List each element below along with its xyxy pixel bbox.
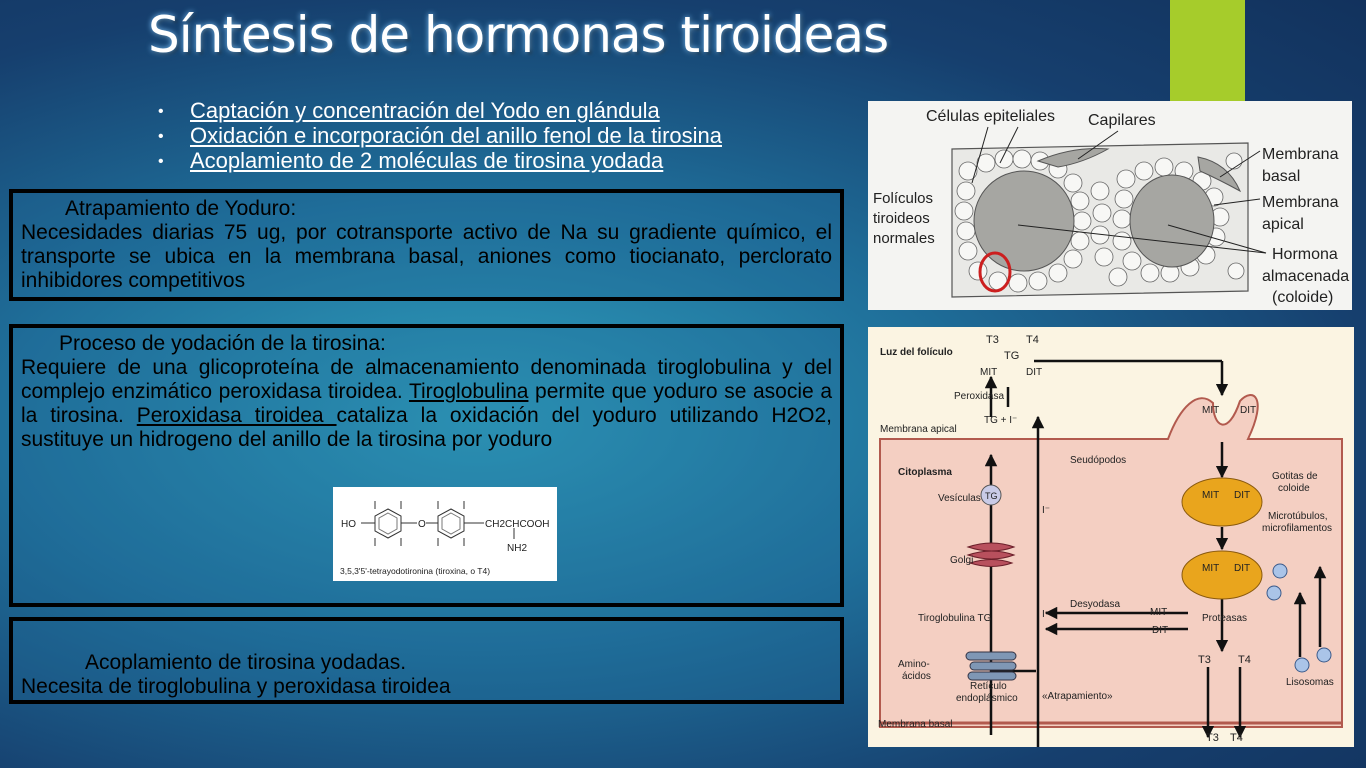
thyroid-histology-figure — [868, 101, 1352, 310]
label-desyodasa: Desyodasa — [1070, 599, 1121, 610]
label-citoplasma: Citoplasma — [898, 467, 952, 478]
label-luz: Luz del folículo — [880, 347, 953, 358]
label-aminoacidos: ácidos — [902, 671, 931, 682]
label-membrana-apical: Membrana — [1262, 194, 1339, 211]
iodide-trapping-box — [9, 189, 844, 301]
bullet-item — [158, 99, 722, 124]
term-tiroglobulina: Tiroglobulina — [408, 380, 529, 403]
text-run: cataliza la oxidación del yoduro utilizando H2O2, sustituye un hidrogeno del anillo de la tirosina por yoduro — [21, 404, 833, 451]
label-mit: MIT — [980, 367, 998, 378]
label-mit-droplet: MIT — [1202, 563, 1220, 574]
label-dit-recycle: DIT — [1152, 625, 1169, 636]
structure-caption: 3,5,3'5'-tetrayodotironina (tiroxina, o T4) — [340, 566, 491, 576]
label-foliculos: normales — [873, 230, 935, 247]
label-microtubulos: Microtúbulos, — [1268, 511, 1328, 522]
box-heading: Acoplamiento de tirosina yodadas. — [85, 651, 407, 674]
bullet-item — [158, 149, 722, 174]
label-hormona: Hormona — [1272, 246, 1338, 263]
label-dit-droplet: DIT — [1234, 490, 1251, 501]
label-microtubulos: microfilamentos — [1262, 523, 1333, 534]
label-iodide: I⁻ — [1042, 505, 1051, 516]
box-text: Necesita de tiroglobulina y peroxidasa tiroidea — [21, 675, 451, 698]
label-dit-vesicle: DIT — [1240, 405, 1257, 416]
label-tg-vesicle: TG — [985, 491, 998, 501]
label-t3: T3 — [986, 334, 999, 346]
coupling-box — [9, 617, 844, 704]
bullet-mark: • — [158, 128, 164, 145]
slide-title: Síntesis de hormonas tiroideas — [148, 6, 889, 64]
term-peroxidasa: Peroxidasa tiroidea — [136, 404, 337, 427]
bullet-link[interactable]: Acoplamiento de 2 moléculas de tirosina yodada — [190, 148, 664, 173]
box-heading: Atrapamiento de Yoduro: — [65, 197, 297, 220]
label-tg-plus-i: TG + I⁻ — [984, 415, 1018, 426]
bullet-link[interactable]: Oxidación e incorporación del anillo fenol de la tirosina — [190, 123, 722, 148]
label-membrana-basal: basal — [1262, 168, 1301, 185]
bullet-mark: • — [158, 153, 164, 170]
label-gotitas: Gotitas de — [1272, 471, 1318, 482]
oxygen-label: O — [418, 519, 426, 530]
label-iodide: I⁻ — [1042, 609, 1051, 620]
label-foliculos: Folículos — [873, 190, 934, 207]
bullet-item — [158, 124, 722, 149]
label-hormona: almacenada — [1262, 268, 1350, 285]
label-seudopodos: Seudópodos — [1070, 455, 1127, 466]
label-membrana-apical: apical — [1262, 216, 1304, 233]
label-peroxidasa: Peroxidasa — [954, 391, 1005, 402]
label-t3-blood: T3 — [1206, 732, 1219, 744]
label-foliculos: tiroideos — [873, 210, 930, 227]
label-atrapamiento: «Atrapamiento» — [1042, 691, 1113, 702]
side-chain-label: CH2CHCOOH — [485, 519, 550, 530]
thyroxine-structure-image — [333, 487, 557, 581]
label-hormona: (coloide) — [1272, 289, 1334, 306]
label-mit-droplet: MIT — [1202, 490, 1220, 501]
label-lisosomas: Lisosomas — [1286, 677, 1334, 688]
bullet-mark: • — [158, 103, 164, 120]
label-golgi: Golgi — [950, 555, 974, 566]
label-reticulo: Retículo — [970, 681, 1007, 692]
text-run: permite que yoduro se asocie a la tirosina. — [21, 380, 832, 427]
label-membrana-basal: Membrana — [1262, 146, 1339, 163]
label-vesiculas: Vesículas — [938, 493, 981, 504]
accent-bar — [1170, 0, 1245, 101]
label-reticulo: endoplásmico — [956, 693, 1018, 704]
label-tiroglobulina-tg: Tiroglobulina TG — [918, 613, 992, 624]
label-tg: TG — [1004, 350, 1020, 362]
label-mit-recycle: MIT — [1150, 607, 1168, 618]
label-proteasas: Proteasas — [1202, 613, 1248, 624]
label-dit: DIT — [1026, 367, 1043, 378]
bullet-list — [158, 99, 722, 174]
label-gotitas: coloide — [1278, 483, 1310, 494]
label-celulas: Células epiteliales — [926, 108, 1055, 125]
box-heading: Proceso de yodación de la tirosina: — [59, 332, 386, 355]
hormone-synthesis-pathway-figure — [868, 327, 1354, 747]
label-t4: T4 — [1026, 334, 1039, 346]
box-text: Necesidades diarias 75 ug, por cotransporte activo de Na su gradiente químico, el transporte se ubica en la membrana basal, aniones como tiocianato, perclorato inhibidores competitivos — [21, 221, 832, 292]
label-dit-droplet: DIT — [1234, 563, 1251, 574]
nh2-label: NH2 — [507, 543, 528, 554]
label-membrana-apical: Membrana apical — [880, 424, 957, 435]
bullet-link[interactable]: Captación y concentración del Yodo en glándula — [190, 98, 660, 123]
label-mit-vesicle: MIT — [1202, 405, 1220, 416]
label-t4-out: T4 — [1238, 654, 1251, 666]
ho-label: HO — [341, 519, 356, 530]
label-aminoacidos: Amino- — [898, 659, 930, 670]
box-text — [21, 356, 832, 452]
label-t3-out: T3 — [1198, 654, 1211, 666]
label-t4-blood: T4 — [1230, 732, 1243, 744]
text-run: Requiere de una glicoproteína de almacenamiento denominada tiroglobulina y del complejo enzimático peroxidasa tiroidea. — [21, 356, 832, 403]
label-membrana-basal: Membrana basal — [878, 719, 953, 730]
label-capilares: Capilares — [1088, 112, 1156, 129]
